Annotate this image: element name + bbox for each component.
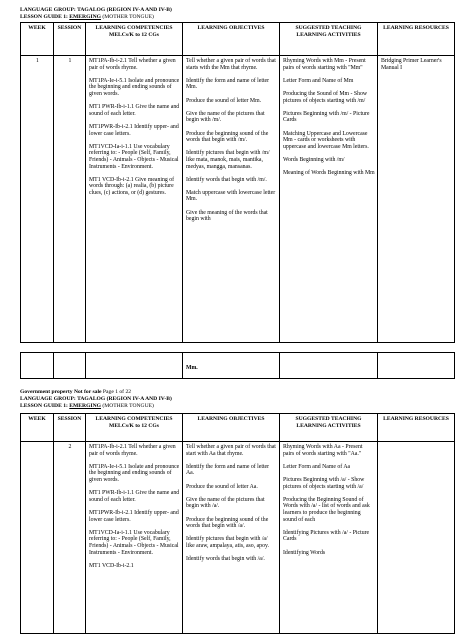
table-header-row (21, 23, 455, 56)
lesson-guide-suffix: (MOTHER TONGUE) (100, 14, 154, 20)
activity-item: Producing the Beginning Sound of Words with /a/ - list of words and ask learners to produce the beginning sound of each (283, 496, 370, 523)
activity-item: Pictures Beginning with /a/ - Show pictures of objects starting with /a/ (283, 476, 365, 490)
objective-item: Produce the beginning sound of the words that begin with /a/. (186, 516, 269, 530)
activity-item: Rhyming Words with Mm - Present pairs of words starting with "Mm" (283, 58, 366, 71)
competency-item: MT1PA-Ie-i-5.1 Isolate and pronounce the beginning and ending sounds of given words. (89, 77, 180, 97)
col-session: SESSION (54, 23, 86, 56)
week-value: 1 (36, 58, 39, 64)
activity-item: Rhyming Words with Aa - Present pairs of words starting with "Aa." (283, 444, 363, 457)
session-value: 1 (68, 58, 72, 64)
page-number: Page 1 of 22 (102, 389, 132, 395)
competencies-cell (86, 442, 182, 633)
col-resources: LEARNING RESOURCES (378, 414, 455, 442)
page-footer (20, 389, 131, 396)
language-group-heading: LANGUAGE GROUP: TAGALOG (REGION IV-A AND IV-B) (20, 7, 172, 13)
lesson-guide-level: EMERGING (69, 403, 101, 409)
continued-text: Mm. (186, 365, 198, 371)
lesson-guide-level: EMERGING (69, 14, 101, 20)
competency-item: MT1VCD-Ia-i-1.1 Use vocabulary referring to: - People (Self, Family, Friends) - Animals - Objects - Musical Instruments - Environment. (89, 529, 179, 556)
competency-item: MT1PA-Ib-i-2.1 Tell whether a given pair of words rhyme. (89, 58, 176, 71)
col-objectives: LEARNING OBJECTIVES (183, 23, 280, 56)
objective-item: Give the name of the pictures that begin with /m/. (186, 110, 265, 124)
lesson-table-2 (20, 413, 455, 634)
resources-value: Bridging Primer Learner's Manual I (381, 58, 442, 71)
activity-item: Matching Uppercase and Lowercase Mm - cards or worksheets with uppercase and lowercase Mm letters. (283, 130, 369, 150)
table-row (21, 353, 455, 379)
property-notice: Government property Not for sale (20, 389, 102, 395)
competency-item: MT1PWR-Ib-i-2.1 Identify upper- and lower case letters. (89, 123, 179, 137)
activity-item: Words Beginning with /m/ (283, 156, 345, 163)
col-session: SESSION (54, 414, 86, 442)
competency-item: MT1VCD-Ia-i-1.1 Use vocabulary referring to: - People (Self, Family, Friends) - Animals - Objects - Musical Instruments - Environment. (89, 143, 179, 170)
objective-item: Identify words that begin with /a/. (186, 556, 265, 563)
week-value (21, 442, 53, 444)
activities-cell (280, 56, 377, 341)
competency-item: MT1PA-Ib-i-2.1 Tell whether a given pair of words rhyme. (89, 444, 176, 457)
col-competencies: LEARNING COMPETENCIES MELCs/K to 12 CGs (86, 414, 183, 442)
objective-item: Identify the form and name of letter Mm. (186, 77, 270, 91)
lesson-guide-prefix: LESSON GUIDE 1: (20, 14, 70, 20)
objective-item: Identify the form and name of letter Aa. (186, 463, 270, 477)
col-resources: LEARNING RESOURCES (378, 23, 455, 56)
objective-item: Give the meaning of the words that begin with (186, 209, 268, 223)
col-activities: SUGGESTED TEACHING LEARNING ACTIVITIES (280, 23, 378, 56)
objective-item: Tell whether a given pair of words that starts with the Mm that rhyme. (186, 58, 276, 71)
objectives-cell (183, 56, 279, 341)
lesson-guide-prefix: LESSON GUIDE 1: (20, 403, 70, 409)
activity-item: Identifying Words (283, 549, 326, 556)
table-row (21, 56, 455, 343)
activity-item: Producing the Sound of Mm - Show pictures of objects starting with /m/ (283, 90, 368, 104)
objective-item: Identify pictures that begin with /m/ like mata, manok, mais, mantika, medyas, mangga, mansanas. (186, 150, 270, 170)
competency-item: MT1 PWR-Ib-i-1.1 Give the name and sound of each letter. (89, 104, 180, 117)
activity-item: Pictures Beginning with /m/ - Picture Cards (283, 110, 370, 124)
competency-item: MT1PA-Ie-i-5.1 Isolate and pronounce the beginning and ending sounds of given words. (89, 463, 180, 483)
resources-value (378, 442, 454, 444)
lesson-guide-suffix: (MOTHER TONGUE) (100, 403, 154, 409)
objectives-cell (183, 442, 279, 633)
objective-item: Tell whether a given pair of words that start with Aa that rhyme. (186, 444, 276, 457)
objective-item: Produce the sound of letter Mm. (186, 97, 262, 104)
col-competencies: LEARNING COMPETENCIES MELCs/K to 12 CGs (86, 23, 183, 56)
objective-item: Match uppercase with lowercase letter Mm. (186, 189, 276, 203)
competency-item: MT1PWR-Ib-i-2.1 Identify upper- and lower case letters. (89, 509, 179, 523)
continuation-table (20, 352, 455, 379)
lesson-guide-heading-2 (20, 403, 154, 410)
objective-item: Identify pictures that begin with /a/ like araw, ampalaya, atis, aso, apoy. (186, 536, 269, 549)
competency-item: MT1 VCD-Ib-i-2.1 (89, 562, 134, 569)
col-week: WEEK (21, 414, 54, 442)
session-value: 2 (68, 444, 72, 450)
objective-item: Give the name of the pictures that begin with /a/. (186, 496, 265, 510)
col-week: WEEK (21, 23, 54, 56)
language-group-heading-2: LANGUAGE GROUP: TAGALOG (REGION IV-A AND IV-B) (20, 396, 172, 402)
objective-item: Produce the beginning sound of the words that begin with /m/. (186, 130, 269, 144)
lesson-table-1 (20, 22, 455, 343)
table-row (21, 442, 455, 634)
objective-item: Identify words that begin with /m/. (186, 176, 267, 183)
activity-item: Meaning of Words Beginning with Mm (283, 170, 375, 177)
activity-item: Letter Form and Name of Aa (283, 463, 351, 470)
activity-item: Letter Form and Name of Mm (283, 77, 354, 84)
competency-item: MT1 VCD-Ib-i-2.1 Give meaning of words through: (a) realia, (b) picture clues, (c) actions, or (d) gestures. (89, 176, 175, 196)
competency-item: MT1 PWR-Ib-i-1.1 Give the name and sound of each letter. (89, 490, 180, 503)
table-header-row (21, 414, 455, 442)
lesson-guide-heading (20, 14, 154, 21)
col-activities: SUGGESTED TEACHING LEARNING ACTIVITIES (280, 414, 378, 442)
competencies-cell (86, 56, 182, 341)
activities-cell (280, 442, 377, 633)
objective-item: Produce the sound of letter Aa. (186, 483, 258, 490)
activity-item: Identifying Pictures with /a/ - Picture Cards (283, 529, 370, 543)
col-objectives: LEARNING OBJECTIVES (183, 414, 280, 442)
